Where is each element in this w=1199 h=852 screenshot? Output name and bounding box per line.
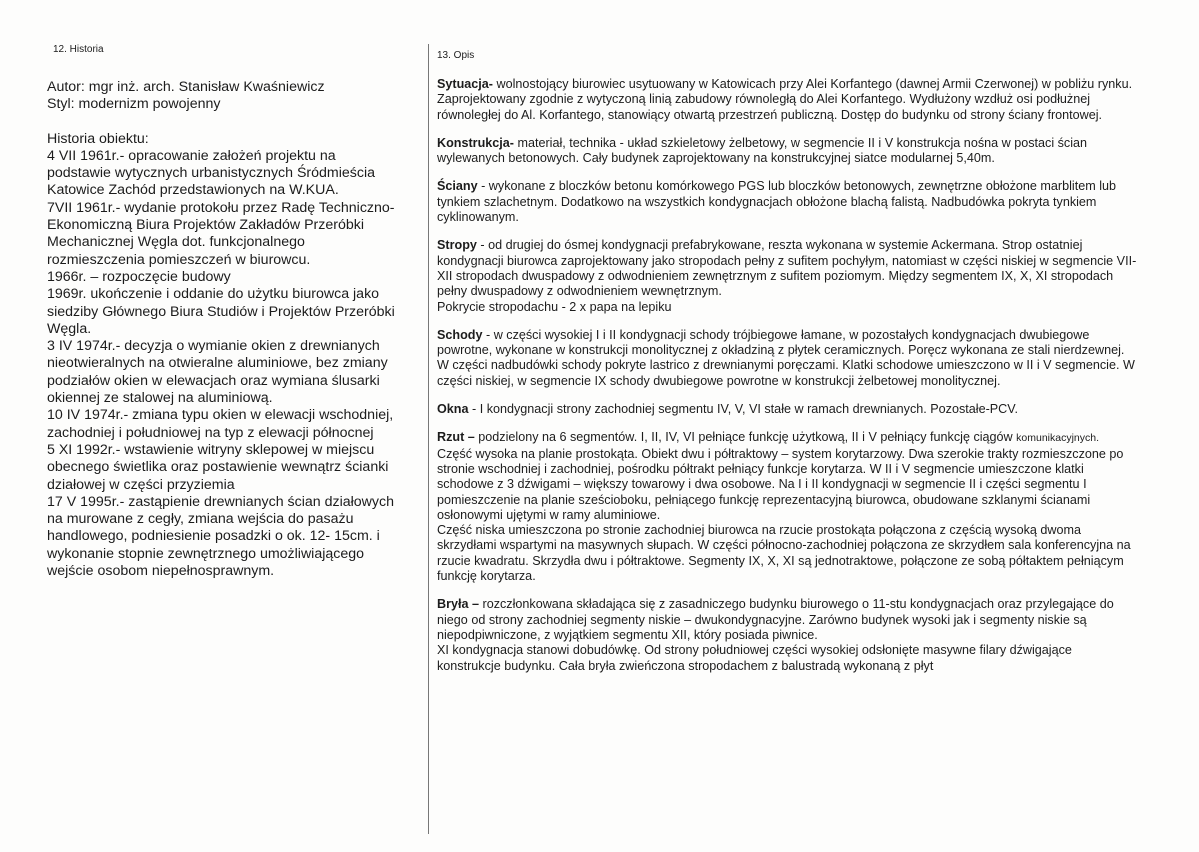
history-line: 7VII 1961r.- wydanie protokołu przez Radę Techniczno- — [47, 199, 395, 216]
paragraph-konstrukcja — [437, 136, 1137, 167]
text-schody: - w części wysokiej I i II kondygnacji schody trójbiegowe łamane, w pozostałych kondygnacjach dwubiegowe powrotne, wykonane w konstrukcji monolitycznej z okładziną z płytek ceramicznych. Poręcz wykonana ze stali nierdzewnej. W części nadbudówki schody pokryte lastrico z drewnianymi poręczami. Klatki schodowe umieszczono w II i V segmencie. W części niskiej, w segmencie IX schody dwubiegowe powrotne w konstrukcji żelbetowej monolitycznej. — [437, 327, 1135, 388]
text-rzut: podzielony na 6 segmentów. I, II, IV, VI pełniące funkcję użytkową, II i V pełniący funkcję ciągów — [474, 430, 1017, 445]
description-body — [437, 77, 1137, 674]
text-rzut-small: komunikacyjnych. — [1016, 432, 1100, 445]
history-line: obecnego świetlika oraz postawienie wewnątrz ścianki — [47, 459, 389, 476]
history-line: działowej w części przyziemia — [47, 476, 235, 493]
paragraph-schody — [437, 328, 1137, 389]
history-line: nieotwieralnych na otwieralne aluminiowe, bez zmiany — [47, 355, 388, 372]
text-sciany: - wykonane z bloczków betonu komórkowego PGS lub bloczków betonowych, zewnętrzne obłożone marblitem lub tynkiem szlachetnym. Dodatkowo na wszystkich kondygnacjach obłożone blachą falistą. Nadbudówka pokryta tynkiem cyklinowanym. — [437, 179, 1117, 225]
history-line: 5 XI 1992r.- wstawienie witryny sklepowej w miejscu — [47, 441, 375, 458]
paragraph-okna — [437, 402, 1137, 417]
text-okna: - I kondygnacji strony zachodniej segmentu IV, V, VI stałe w ramach drewnianych. Pozostałe-PCV. — [468, 402, 1019, 417]
paragraph-sytuacja — [437, 77, 1137, 123]
label-konstrukcja: Konstrukcja- — [437, 135, 514, 150]
paragraph-rzut — [437, 430, 1137, 446]
history-line: wykonanie stopnie zewnętrznego umożliwiającego — [47, 545, 365, 562]
label-okna: Okna — [437, 402, 469, 417]
history-line: siedziby Głównego Biura Studiów i Projektów Przeróbki — [47, 303, 395, 320]
label-stropy: Stropy — [437, 238, 477, 253]
paragraph-roof-covering: Pokrycie stropodachu - 2 x papa na lepiku — [437, 299, 672, 314]
history-line: okiennej ze stalowej na aluminiową. — [47, 390, 273, 407]
history-line: Katowice Zachód przedstawionych na W.KUA. — [47, 182, 339, 199]
history-column — [47, 44, 415, 580]
history-line: 10 IV 1974r.- zmiana typu okien w elewacji wschodniej, — [47, 407, 394, 424]
history-line: Ekonomiczną Biura Projektów Zakładów Przeróbki — [47, 217, 364, 234]
text-bryla: rozczłonkowana składająca się z zasadniczego budynku biurowego o 11-stu kondygnacjach oraz przylegające do niego od strony zachodniej segmenty niskie – dwukondygnacyjne. Zarówno budynek wysoki jak i segmenty niskie są niepodpiwniczone, z wyjątkiem segmentu XII, który posiada piwnice. — [437, 597, 1114, 642]
section-title-history: 12. Historia — [53, 44, 104, 55]
label-schody: Schody — [437, 327, 483, 342]
column-divider — [428, 44, 429, 834]
paragraph-bryla — [437, 597, 1137, 643]
section-title-description: 13. Opis — [437, 50, 475, 61]
paragraph-bryla-cont: XI kondygnacja stanowi dobudówkę. Od strony południowej części wysokiej odsłonięte masywne filary dźwigające konstrukcje budynku. Cała bryła zwieńczona stropodachem z balustradą wykonaną z płyt — [437, 643, 1072, 673]
paragraph-rzut-high: Część wysoka na planie prostokąta. Obiekt dwu i półtraktowy – system korytarzowy. Dwa szerokie trakty rozmieszczone po stronie wschodniej i zachodniej, pośrodku półtrakt pełniący funkcje korytarza. W II i V segmencie umieszczone klatki schodowe z 3 dźwigami – większy towarowy i dwa osobowe. Na I i II kondygnacji w segmencie II i części segmentu I pomieszczenie na planie sześcioboku, pełniącego funkcję reprezentacyjną biurowca, obudowane szklanymi ścianami osłonowymi ujętymi w ramy aluminiowe. — [437, 446, 1124, 522]
style-line: Styl: modernizm powojenny — [47, 96, 221, 113]
label-sytuacja: Sytuacja- — [437, 77, 493, 91]
history-line: Węgla. — [47, 320, 92, 337]
history-list — [47, 148, 415, 580]
description-column — [437, 50, 1137, 687]
text-stropy: - od drugiej do ósmej kondygnacji prefabrykowane, reszta wykonana w systemie Ackermana. Strop ostatniej kondygnacji biurowca zaprojektowany jako stropodach pełny z sufitem pochyłym, natomiast w części niskiej w segmencie VII-XII stropodach dwuspadowy z odwodnieniem zewnętrznym z sufitem poziomym. Między segmentem IX, X, XI stropodach pełny dwuspadowy z odwodnieniem wewnętrznym. — [437, 238, 1137, 299]
history-line: podstawie wytycznych urbanistycznych Śródmieścia — [47, 165, 376, 182]
history-line: zachodniej i południowej na typ z elewacji północnej — [47, 424, 374, 441]
history-line: Mechanicznej Węgla dot. funkcjonalnego — [47, 234, 305, 251]
history-line: podziałów okien w elewacjach oraz wymiana ślusarki — [47, 372, 380, 389]
history-line: 1966r. – rozpoczęcie budowy — [47, 268, 231, 285]
text-sytuacja: wolnostojący biurowiec usytuowany w Katowicach przy Alei Korfantego (dawnej Armii Czerwonej) w pobliżu rynku. Zaprojektowany zgodnie z wytyczoną linią zabudowy równoległą do Alei Korfantego. Wydłużony wzdłuż osi podłużnej równoległej do Al. Korfantego, stanowiący otwartą przestrzeń publiczną. Dostęp do budynku od strony ściany frontowej. — [437, 77, 1133, 122]
text-konstrukcja: materiał, technika - układ szkieletowy żelbetowy, w segmencie II i V konstrukcja nośna w postaci ścian wylewanych betonowych. Cały budynek zaprojektowany na konstrukcyjnej siatce modularnej 5,40m. — [437, 135, 1088, 166]
label-bryla: Bryła – — [437, 597, 480, 612]
history-line: 17 V 1995r.- zastąpienie drewnianych ścian działowych — [47, 493, 395, 510]
label-rzut: Rzut – — [437, 430, 475, 445]
history-line: handlowego, podniesienie posadzki o ok. 12- 15cm. i — [47, 528, 380, 545]
history-block — [47, 131, 415, 581]
history-line: rozmieszczenia pomieszczeń w biurowcu. — [47, 251, 311, 268]
history-line: wejście osobom niepełnosprawnym. — [47, 563, 275, 580]
paragraph-rzut-low: Część niska umieszczona po stronie zachodniej biurowca na rzucie prostokąta połączona z częścią wysoką dwoma skrzydłami wspartymi na masywnych słupach. W części północno-zachodniej połączona ze skrzydłem sala konferencyjna na rzucie kwadratu. Skrzydła dwu i półtraktowe. Segmenty IX, X, XI są jednotraktowe, połączone ze sobą półtaktem pełniącym funkcję korytarza. — [437, 523, 1131, 584]
history-line: na murowane z cegły, zmiana wejścia do pasażu — [47, 511, 354, 528]
paragraph-sciany — [437, 179, 1137, 225]
author-line: Autor: mgr inż. arch. Stanisław Kwaśniewicz — [47, 79, 325, 95]
label-sciany: Ściany — [437, 179, 478, 194]
paragraph-stropy — [437, 238, 1137, 299]
history-heading: Historia obiektu: — [47, 130, 149, 147]
history-line: 1969r. ukończenie i oddanie do użytku biurowca jako — [47, 286, 380, 303]
history-line: 4 VII 1961r.- opracowanie założeń projektu na — [47, 147, 336, 164]
author-block — [47, 79, 415, 114]
history-line: 3 IV 1974r.- decyzja o wymianie okien z drewnianych — [47, 338, 380, 355]
